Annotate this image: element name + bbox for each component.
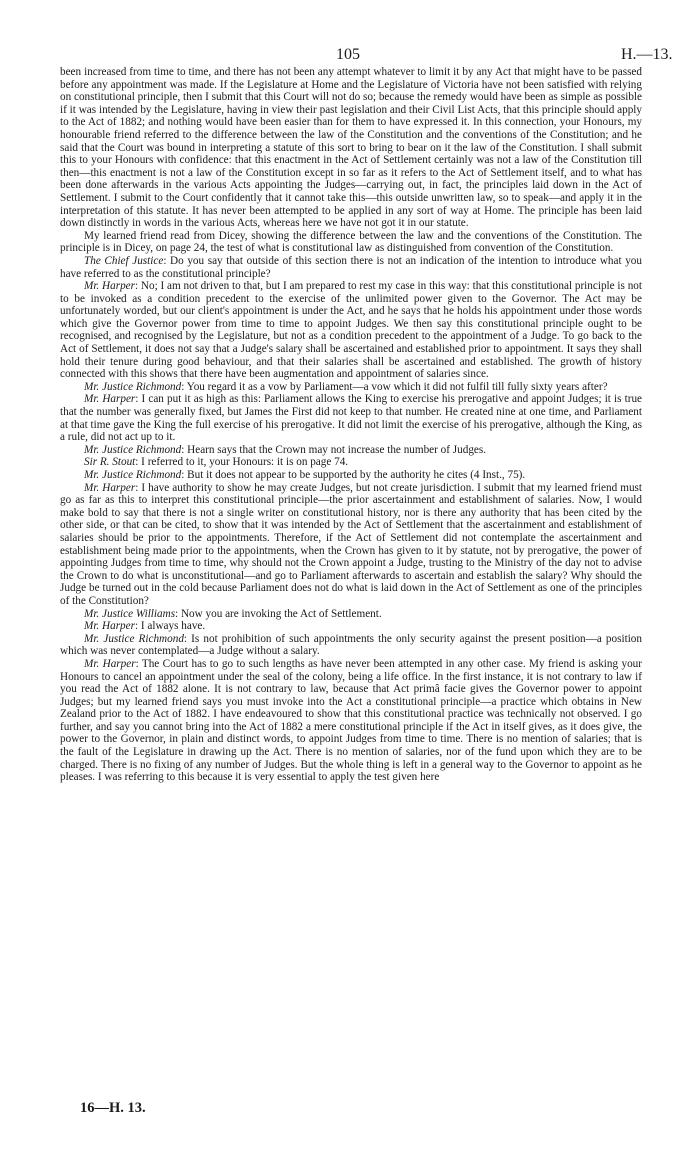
paragraph: Mr. Justice Richmond: But it does not appear to be supported by the authority he cites (4 Inst., 75). [84,469,526,481]
paragraph: Mr. Harper: I can put it as high as this: Parliament allows the King to exercise his prerogative and appoint Judges; it is true that the number was generally fixed, but James the First did not keep to that number. He created nine at one time, and Parliament at that time gave the King the full exercise of his prerogative. It did not limit the exercise of his prerogative, although the King, as a rule, did not act up to it. [60,393,642,444]
paragraph: Mr. Justice Richmond: Is not prohibition of such appointments the only security against the present position—a position which was never contemplated—a Judge without a salary. [60,632,642,658]
speaker-name: Mr. Harper [84,620,135,633]
speaker-name: Mr. Harper [84,280,135,293]
speaker-name: Mr. Harper [84,481,136,494]
paragraph: Mr. Harper: I have authority to show he may create Judges, but not create jurisdiction. I submit that my learned friend must go as far as this to interpret this constitutional principle—the prior ascertainment and establishment of salaries. Now, I would make bold to say that there is not a single writer on constitutional history, nor is there any authority that has been cited by the other side, or that can be cited, to show that it was intended by the Act of Settlement that the ascertainment and establishment of salaries should be prior to the appointments. Therefore, if the Act of Settlement did not contemplate the ascertainment and establishment being made prior to the appointments, when the Crown has given to it by statute, not by prerogative, the power of appointing Judges from time to time, why should not the Crown appoint a Judge, trusting to the Ministry of the day not to advise the Crown to do what is unconstitutional—and go to Parliament afterwards to ascertain and establish the salary? Why should the Judge be turned out in the cold because Parliament does not do what is laid down in the Act of Settlement as one of the principles of the Constitution? [60,481,642,607]
paragraph: Mr. Justice Richmond: Hearn says that the Crown may not increase the number of Judges. [84,443,487,456]
speaker-name: Mr. Justice Richmond [84,632,184,645]
speaker-name: Mr. Harper [84,393,136,406]
speaker-name: Mr. Justice Richmond [84,469,182,481]
speaker-name: Mr. Justice Richmond [84,443,182,456]
paragraph: Mr. Harper: The Court has to go to such lengths as have never been attempted in any other case. My friend is asking your Honours to cancel an appointment under the seal of the colony, being a life office. In the first instance, it is not contrary to law if you read the Act of 1882 alone. It is not contrary to law, because that Act primâ facie gives the Governor power to appoint Judges; but my learned friend says you must invoke into the Act a constitutional principle—a practice which obtains in New Zealand prior to the Act of 1882. I have endeavoured to show that this constitutional practice was technically not observed. I go further, and say you cannot bring into the Act of 1882 a mere constitutional principle if the Act in itself gives, as it does give, the power to the Governor, in plain and distinct words, to appoint Judges from time to time. There is no mention of salaries; that is the fault of the Legislature in drawing up the Act. There is no mention of salaries, nor of the fund upon which they are to be charged. There is no fixing of any number of Judges. But the whole thing is left in a general way to the Governor to appoint as he pleases. I was referring to this because it is very essential to apply the test given here [60,657,642,784]
paragraph: been increased from time to time, and there has not been any attempt whatever to limit it by any Act that might have to be passed before any appointment was made. If the Legislature at Home and the Legislature of Victoria have not been satisfied with relying on constitutional principle, then I submit that this Court will not do so; because the remedy would have been as simple as possible if it was intended by the Legislature, having in view their past legislation and their Civil List Acts, that this principle should apply to the Act of 1882; and nothing would have been easier than for them to have expressed it. In this connection, your Honours, my honourable friend referred to the difference between the law of the Constitution and the conventions of the Constitution; and he said that the Court was bound in interpreting a statute of this sort to bring to bear on it the law of the Constitution. I shall submit this to your Honours with confidence: that this enactment in the Act of Settlement certainly was not a law of the Constitution till then—this enactment is not a law of the Constitution except in so far as it refers to the Act of Settlement itself, and to what has been done afterwards in the various Acts appointing the Judges—carrying out, in fact, the principles laid down in the Act of Settlement. I submit to the Court confidently that it cannot take this—this outside unwritten law, so to speak—and apply it in the interpretation of this statute. It has never been attempted to be applied in any sort of way at Home. The principle has been laid down distinctly in words in the various Acts, whereas here we have not got it in our statute. [60,66,642,230]
paragraph: Mr. Harper: No; I am not driven to that, but I am prepared to rest my case in this way: that this constitutional principle is not to be invoked as a condition precedent to the exercise of the unlimited power given to the Governor. The Act may be unfortunately worded, but our client's appointment is under the Act, and he says that he holds his appointment under those words which give the Governor power from time to time to appoint Judges. We then say this constitutional principle ought to be recognised, and recognised by the Legislature, but not as a condition precedent to the appointment of a Judge. To go back to the Act of Settlement, it does not say that a Judge's salary shall be ascertained and established prior to appointment. It says they shall hold their tenure during good behaviour, and that their salaries shall be ascertained and established. The growth of history connected with this shows that there have been augmentation and appointment of salaries since. [60,280,642,381]
speaker-name: Mr. Justice Williams [84,607,176,620]
paragraph: The Chief Justice: Do you say that outside of this section there is not an indication of the intention to introduce what you have referred to as the constitutional principle? [60,254,642,280]
page-number: 105 [336,46,360,63]
paragraph: Mr. Harper: I always have. [84,620,206,633]
paragraph: Mr. Justice Williams: Now you are invoking the Act of Settlement. [84,607,382,620]
document-reference: H.—13. [621,46,673,63]
speaker-name: Mr. Justice Richmond [84,380,182,393]
speaker-name: Sir R. Stout [84,456,136,469]
signature-mark: 16—H. 13. [80,1100,146,1116]
paragraph: Mr. Justice Richmond: You regard it as a vow by Parliament—a vow which it did not fulfil till fully sixty years after? [84,380,608,393]
paragraph: My learned friend read from Dicey, showing the difference between the law and the conventions of the Constitution. The principle is in Dicey, on page 24, the test of what is constitutional law as distinguished from convention of the Constitution. [60,229,642,255]
speaker-name: The Chief Justice [84,254,164,267]
paragraph: Sir R. Stout: I referred to it, your Honours: it is on page 74. [84,456,349,469]
document-body [60,66,642,784]
speaker-name: Mr. Harper [84,657,136,670]
